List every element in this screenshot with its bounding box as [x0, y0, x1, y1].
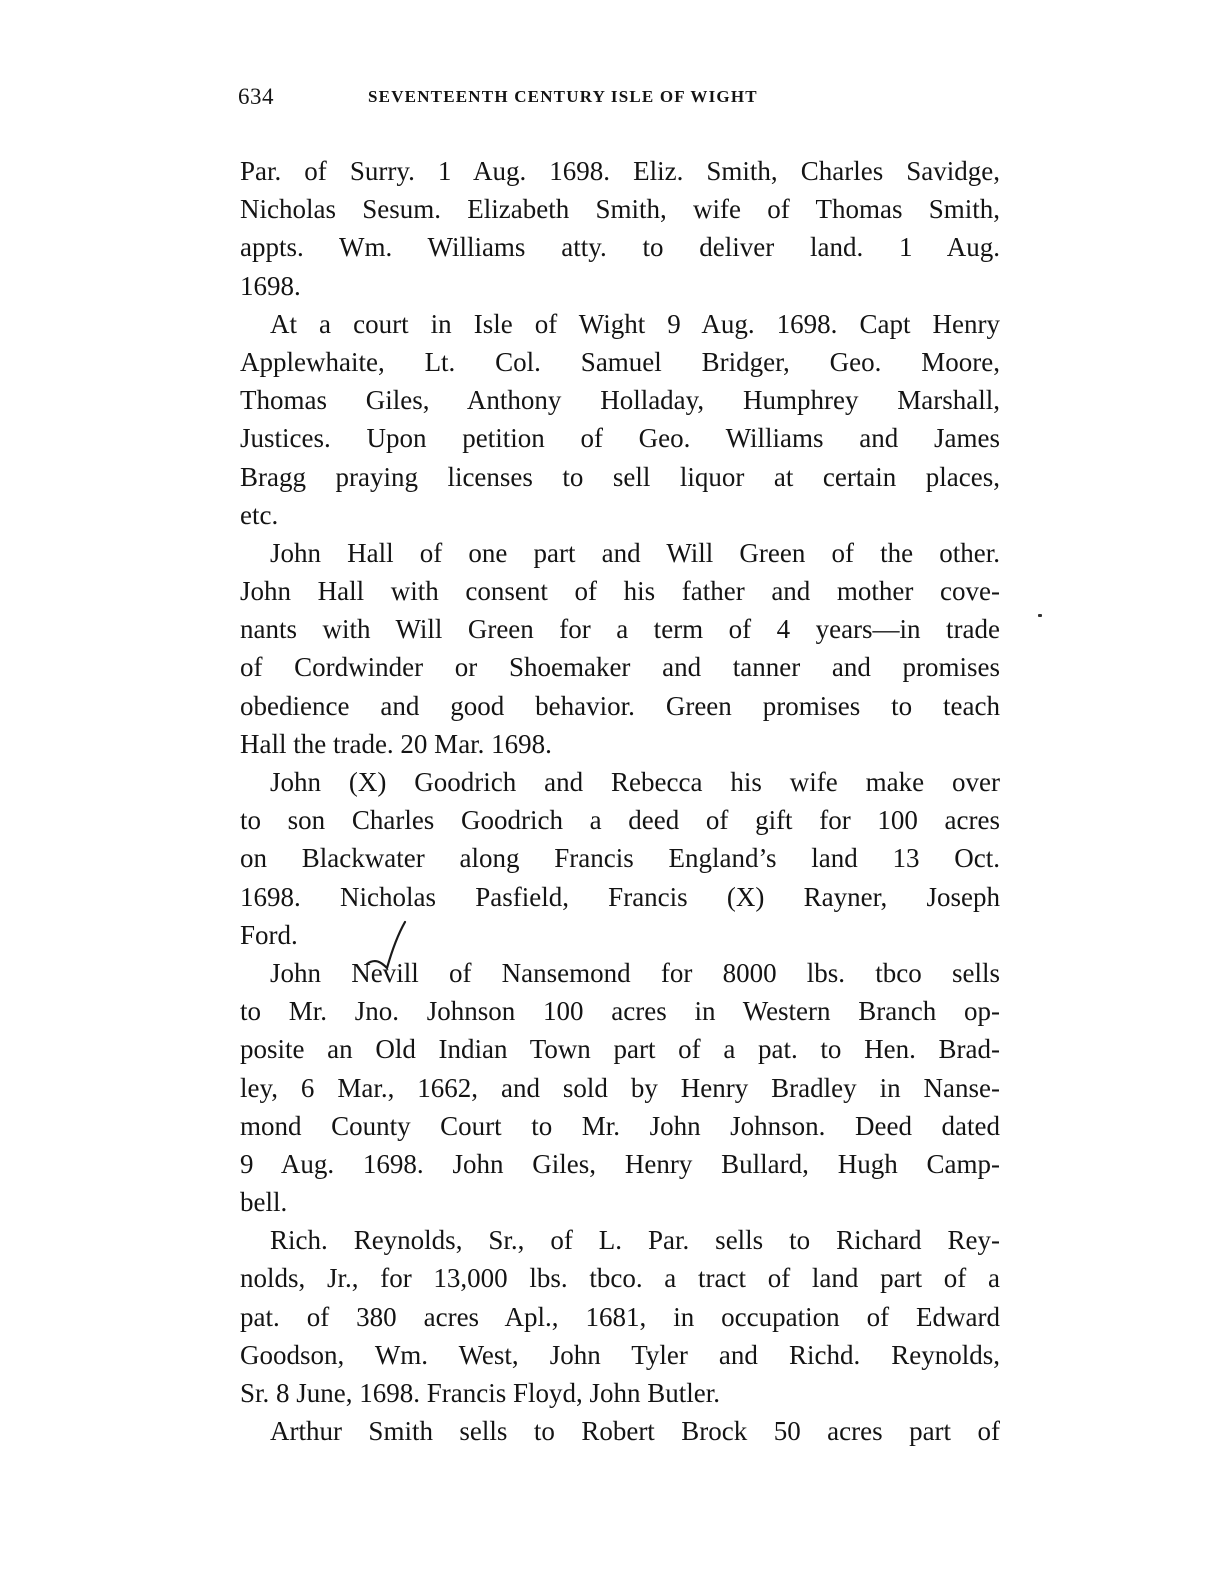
text-line: John Hall with consent of his father and mother cove-	[240, 576, 1000, 607]
paragraph-start-line: At a court in Isle of Wight 9 Aug. 1698. Capt Henry	[270, 308, 1000, 339]
text-line: nolds, Jr., for 13,000 lbs. tbco. a tract of land part of a	[240, 1263, 1000, 1294]
text-line: to Mr. Jno. Johnson 100 acres in Western Branch op-	[240, 996, 1000, 1027]
text-line: on Blackwater along Francis England’s land 13 Oct.	[240, 843, 1000, 874]
paragraph-start-line: John Nevill of Nansemond for 8000 lbs. tbco sells	[270, 957, 1000, 988]
text-line: 1698. Nicholas Pasfield, Francis (X) Rayner, Joseph	[240, 881, 1000, 912]
running-head	[238, 84, 998, 114]
text-line: Sr. 8 June, 1698. Francis Floyd, John Butler.	[240, 1378, 721, 1408]
text-line: bell.	[240, 1187, 288, 1218]
text-line: obedience and good behavior. Green promises to teach	[240, 690, 1000, 721]
text-line: posite an Old Indian Town part of a pat. to Hen. Brad-	[240, 1034, 1000, 1065]
text-line: pat. of 380 acres Apl., 1681, in occupation of Edward	[240, 1301, 1000, 1332]
text-line: Ford.	[240, 919, 298, 950]
text-line: to son Charles Goodrich a deed of gift for 100 acres	[240, 805, 1000, 836]
text-line: nants with Will Green for a term of 4 years—in trade	[240, 614, 1000, 645]
text-line: 1698.	[240, 270, 301, 301]
text-line: Par. of Surry. 1 Aug. 1698. Eliz. Smith, Charles Savidge,	[240, 156, 1000, 186]
running-head-title: SEVENTEENTH CENTURY ISLE OF WIGHT	[368, 87, 758, 106]
text-line: Thomas Giles, Anthony Holladay, Humphrey Marshall,	[240, 385, 1000, 416]
text-line: Justices. Upon petition of Geo. Williams and James	[240, 423, 1000, 454]
text-line: mond County Court to Mr. John Johnson. Deed dated	[240, 1110, 1000, 1141]
paragraph-start-line: Arthur Smith sells to Robert Brock 50 acres part of	[270, 1416, 1000, 1447]
paragraph-start-line: John (X) Goodrich and Rebecca his wife make over	[270, 767, 1000, 797]
text-line: ley, 6 Mar., 1662, and sold by Henry Bradley in Nanse-	[240, 1072, 1000, 1103]
pencil-check-mark-icon	[363, 918, 409, 974]
margin-mark	[1038, 614, 1042, 617]
text-line: Applewhaite, Lt. Col. Samuel Bridger, Geo. Moore,	[240, 346, 1000, 377]
text-line: etc.	[240, 499, 279, 530]
text-line: 9 Aug. 1698. John Giles, Henry Bullard, Hugh Camp-	[240, 1148, 1000, 1179]
text-line: Nicholas Sesum. Elizabeth Smith, wife of Thomas Smith,	[240, 194, 1000, 225]
text-line: of Cordwinder or Shoemaker and tanner and promises	[240, 652, 1000, 683]
page-number: 634	[238, 84, 274, 109]
body-text	[240, 152, 1000, 1450]
text-line: Goodson, Wm. West, John Tyler and Richd. Reynolds,	[240, 1339, 1000, 1370]
text-line: Hall the trade. 20 Mar. 1698.	[240, 728, 552, 759]
paragraph-start-line: Rich. Reynolds, Sr., of L. Par. sells to Richard Rey-	[270, 1225, 1000, 1256]
text-line: appts. Wm. Williams atty. to deliver land. 1 Aug.	[240, 232, 1000, 263]
text-line: Bragg praying licenses to sell liquor at certain places,	[240, 461, 1000, 492]
paragraph-start-line: John Hall of one part and Will Green of the other.	[270, 537, 1000, 568]
